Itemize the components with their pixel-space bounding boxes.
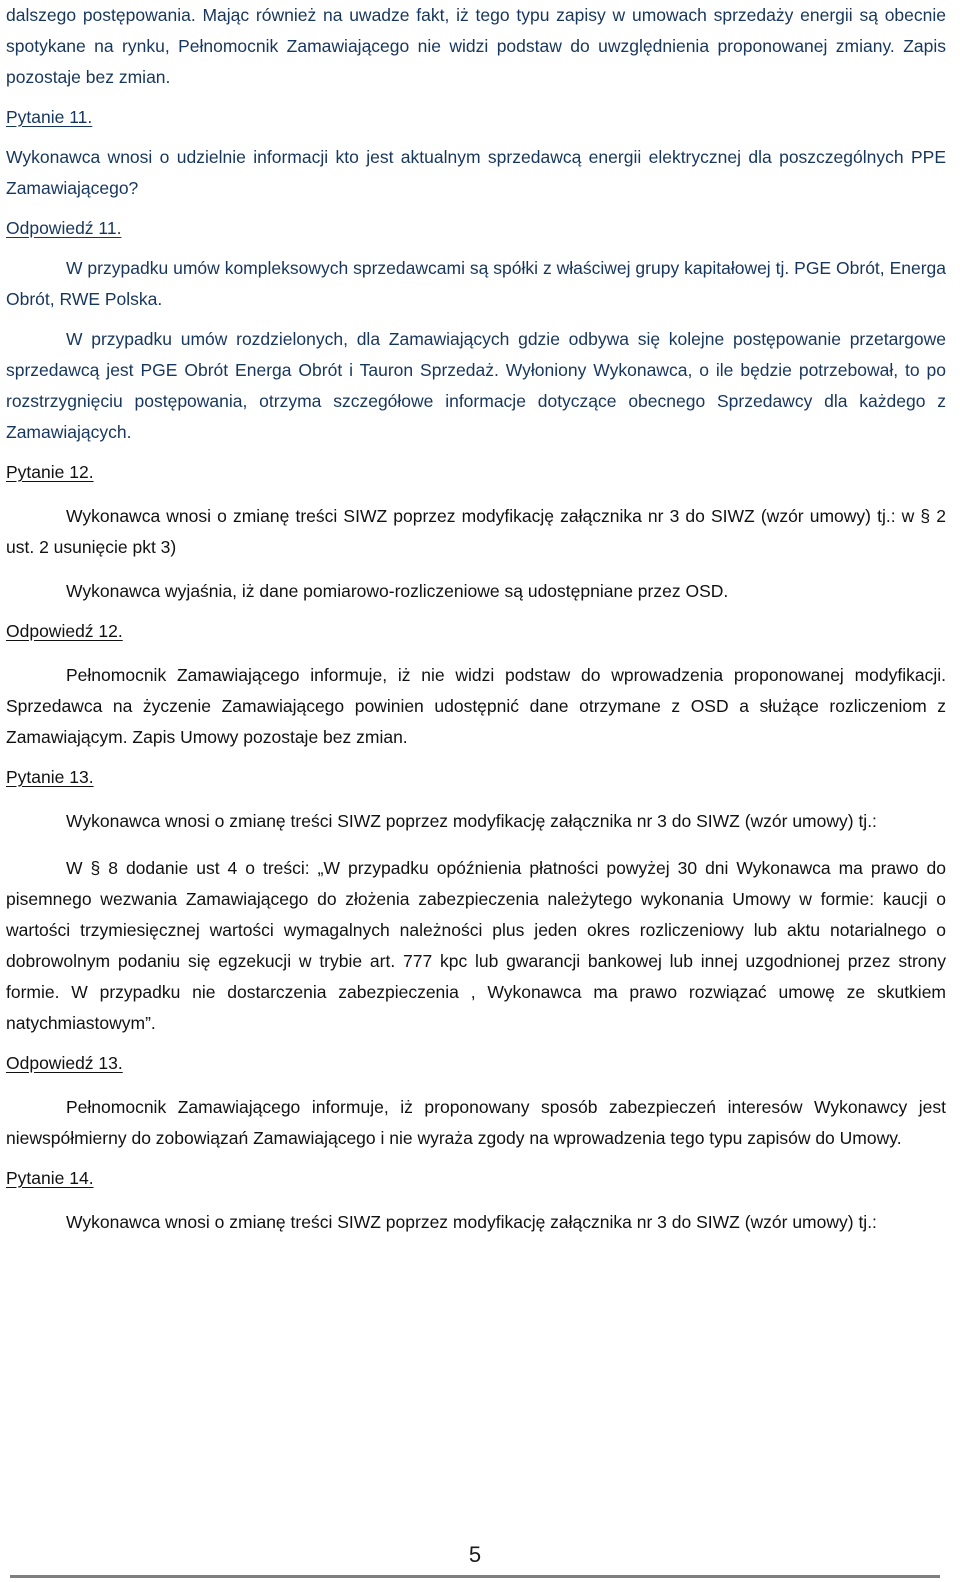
answer-13-text: Pełnomocnik Zamawiającego informuje, iż proponowany sposób zabezpieczeń interesów Wykonawcy jest niewspółmierny do zobowiązań Zamawiającego i nie wyraża zgody na wprowadzenia tego typu zapisów do Umowy. (6, 1097, 946, 1148)
question-13-text-2: W § 8 dodanie ust 4 o treści: „W przypadku opóźnienia płatności powyżej 30 dni Wykonawca ma prawo do pisemnego wezwania Zamawiającego do złożenia zabezpieczenia należytego wykonania Umowy w formie: kaucji o wartości trzymiesięcznej wartości wymagalnych należności plus jeden okres rozliczeniowy lub aktu notarialnego o dobrowolnym podaniu się egzekucji w trybie art. 777 kpc lub gwarancji bankowej lub innej uzgodnionej przez strony formie. W przypadku nie dostarczenia zabezpieczenia , Wykonawca ma prawo rozwiązać umowę ze skutkiem natychmiastowym”. (6, 858, 946, 1033)
answer-11-heading: Odpowiedź 11. (6, 218, 122, 238)
footer-rule (10, 1575, 940, 1578)
question-14-heading: Pytanie 14. (6, 1168, 94, 1188)
question-13-heading: Pytanie 13. (6, 767, 94, 787)
answer-12-text: Pełnomocnik Zamawiającego informuje, iż nie widzi podstaw do wprowadzenia proponowanej modyfikacji. Sprzedawca na życzenie Zamawiającego powinien udostępnić dane otrzymane z OSD a służące rozliczeniom z Zamawiającym. Zapis Umowy pozostaje bez zmian. (6, 665, 946, 747)
question-14-text: Wykonawca wnosi o zmianę treści SIWZ poprzez modyfikację załącznika nr 3 do SIWZ (wzór umowy) tj.: (66, 1212, 877, 1232)
question-13-text-1: Wykonawca wnosi o zmianę treści SIWZ poprzez modyfikację załącznika nr 3 do SIWZ (wzór umowy) tj.: (66, 811, 877, 831)
intro-paragraph: dalszego postępowania. Mając również na uwadze fakt, iż tego typu zapisy w umowach sprzedaży energii są obecnie spotykane na rynku, Pełnomocnik Zamawiającego nie widzi podstaw do uwzględnienia proponowanej zmiany. Zapis pozostaje bez zmian. (6, 5, 946, 87)
answer-11-text-1: W przypadku umów kompleksowych sprzedawcami są spółki z właściwej grupy kapitałowej tj. PGE Obrót, Energa Obrót, RWE Polska. (6, 258, 946, 309)
answer-12-heading: Odpowiedź 12. (6, 621, 123, 641)
question-12-heading: Pytanie 12. (6, 462, 94, 482)
question-11-heading: Pytanie 11. (6, 107, 93, 127)
document-page (6, 0, 946, 1238)
page-number: 5 (468, 1542, 482, 1567)
question-11-text: Wykonawca wnosi o udzielnie informacji kto jest aktualnym sprzedawcą energii elektrycznej dla poszczególnych PPE Zamawiającego? (6, 147, 946, 198)
question-12-text-1: Wykonawca wnosi o zmianę treści SIWZ poprzez modyfikację załącznika nr 3 do SIWZ (wzór umowy) tj.: w § 2 ust. 2 usunięcie pkt 3) (6, 506, 946, 557)
question-12-text-2: Wykonawca wyjaśnia, iż dane pomiarowo-rozliczeniowe są udostępniane przez OSD. (66, 581, 729, 601)
answer-11-text-2: W przypadku umów rozdzielonych, dla Zamawiających gdzie odbywa się kolejne postępowanie przetargowe sprzedawcą jest PGE Obrót Energa Obrót i Tauron Sprzedaż. Wyłoniony Wykonawca, o ile będzie potrzebował, to po rozstrzygnięciu postępowania, otrzyma szczegółowe informacje dotyczące obecnego Sprzedawcy dla każdego z Zamawiających. (6, 329, 946, 442)
answer-13-heading: Odpowiedź 13. (6, 1053, 123, 1073)
